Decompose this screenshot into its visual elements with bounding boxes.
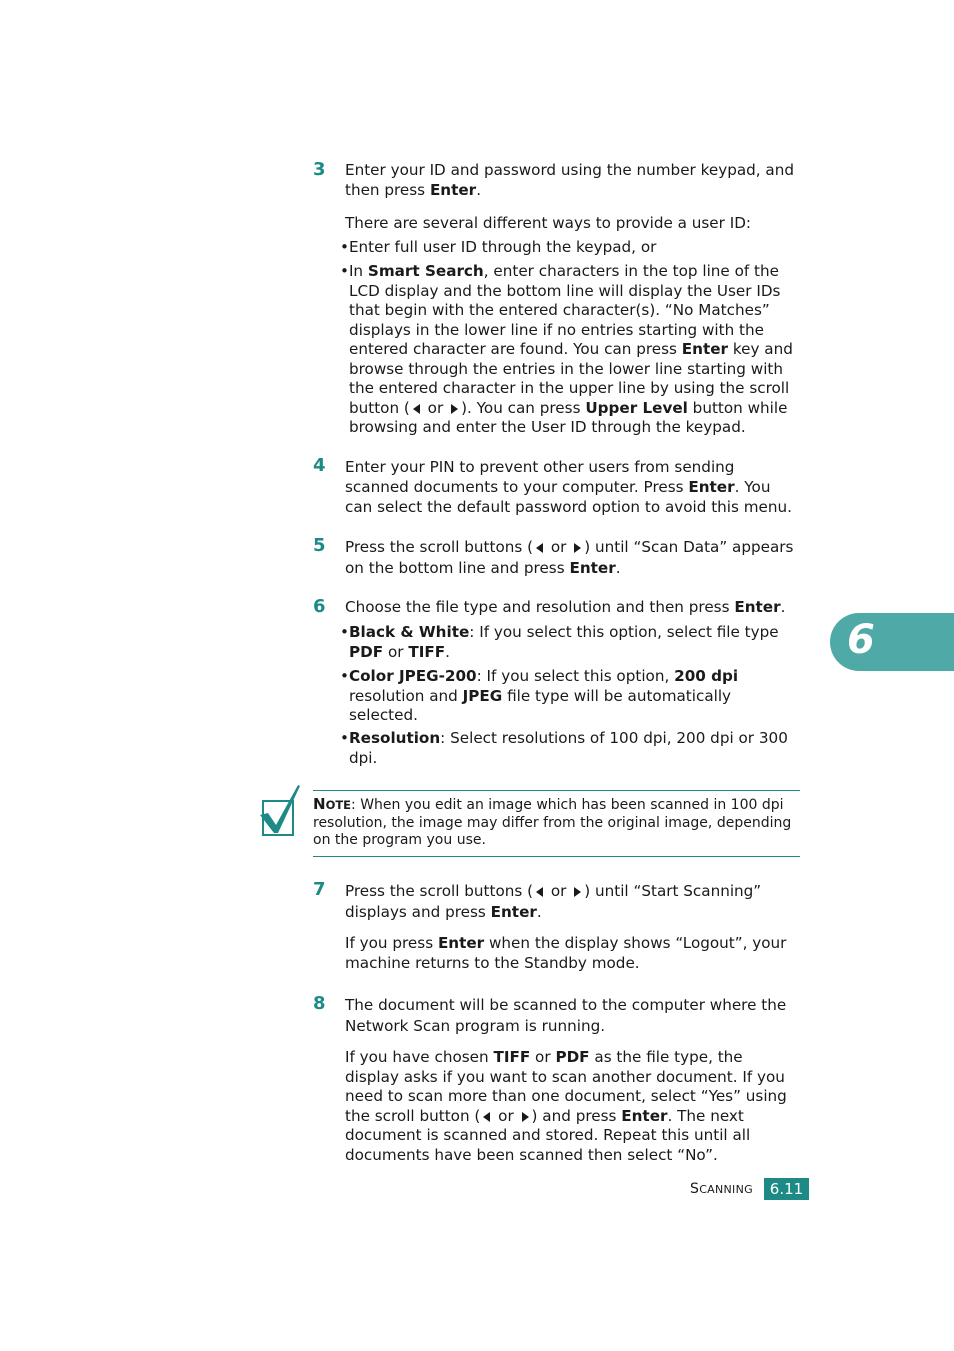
t: • [340, 623, 349, 641]
t: when the display shows “Logout”, your machine returns to the Standby mode. [345, 934, 787, 972]
note-bottom-rule [313, 856, 800, 857]
note-label-rest: OTE [325, 798, 352, 812]
t: . You can select the default password option to avoid this menu. [345, 478, 792, 516]
step-7-para [345, 934, 801, 973]
enter-bold: Enter [621, 1106, 668, 1125]
enter-bold: Enter [437, 934, 485, 952]
t: or [493, 1106, 519, 1125]
t: Press the scroll buttons ( [345, 538, 534, 556]
step-6-bullet-bw [340, 623, 807, 662]
note-body: : When you edit an image which has been scanned in 100 dpi resolution, the image may differ from the original image, depending on the program you use. [313, 797, 792, 848]
t: : Select resolutions of 100 dpi, 200 dpi or 300 dpi. [349, 729, 788, 767]
triangle-right-icon [522, 1112, 529, 1122]
step-number-5: 5 [313, 535, 326, 556]
t: ). You can press [461, 398, 586, 417]
t: . The next document is scanned and stored. Repeat this until all documents have been scanned then select “No”. [345, 1106, 751, 1164]
step-number-6: 6 [313, 596, 326, 617]
step-3-line2: then press [345, 180, 430, 199]
footer-section-label [690, 1181, 753, 1197]
step-3-text [345, 161, 805, 200]
pdf-bold: PDF [555, 1048, 590, 1066]
step-7-text [345, 881, 785, 923]
upper-level-bold: Upper Level [585, 398, 688, 417]
punct: . [476, 180, 482, 199]
tiff-bold: TIFF [493, 1048, 531, 1066]
smart-search-bold: Smart Search [367, 262, 484, 280]
step-8-para [345, 1048, 797, 1165]
triangle-left-icon [536, 887, 543, 897]
t: • [340, 667, 349, 685]
t: Press the scroll buttons ( [345, 882, 534, 900]
triangle-right-icon [574, 543, 581, 553]
triangle-left-icon [536, 543, 543, 553]
tiff-bold: TIFF [408, 642, 446, 661]
triangle-left-icon [413, 404, 420, 414]
t: or [546, 882, 572, 900]
t: Choose the file type and resolution and then press [345, 598, 735, 616]
t: file type will be automatically selected. [349, 686, 732, 724]
step-number-8: 8 [313, 993, 326, 1014]
jpeg-type-bold: JPEG [462, 686, 503, 705]
t: S [690, 1181, 700, 1197]
step-6-text [345, 598, 805, 618]
t: or [546, 538, 572, 556]
step-number-3: 3 [313, 159, 326, 180]
t: . [780, 598, 786, 616]
chapter-tab [830, 613, 954, 671]
triangle-left-icon [483, 1112, 490, 1122]
t: key and browse through the entries in the lower line starting with the entered character in the upper line by using the scroll button ( [349, 340, 793, 417]
t: as the file type, the display asks if you want to scan another document. If you need to scan more than one document, select “Yes” using the scroll button ( [345, 1048, 787, 1125]
triangle-right-icon [574, 887, 581, 897]
t: •In [340, 262, 368, 280]
t: . [615, 559, 621, 577]
t: If you have chosen [345, 1048, 494, 1066]
t: . [536, 903, 542, 921]
t: or [530, 1048, 556, 1066]
pdf-bold: PDF [349, 642, 384, 661]
triangle-right-icon [451, 404, 458, 414]
step-number-7: 7 [313, 879, 326, 900]
t: . [445, 642, 450, 661]
step-3-enter-bold: Enter [429, 180, 477, 199]
page-number: 6.11 [764, 1178, 809, 1200]
t: , enter characters in the top line of the LCD display and the bottom line will display the User IDs that begin with the entered character(s). “No Matches” displays in the lower line if no entries starting with the entered character are found. You can press [349, 262, 781, 358]
t: • [340, 729, 349, 747]
resolution-bold: Resolution [348, 729, 441, 747]
jpeg-bold: Color JPEG-200 [348, 667, 477, 685]
enter-bold: Enter [688, 478, 735, 496]
bw-bold: Black & White [348, 623, 470, 641]
note-label: N [313, 795, 326, 813]
note-top-rule [313, 790, 800, 791]
step-8-text: The document will be scanned to the computer where the Network Scan program is running. [345, 996, 787, 1035]
step-6-bullet-jpeg [340, 667, 779, 726]
step-4-text [345, 457, 801, 517]
t: If you press [345, 934, 438, 952]
step-number-4: 4 [313, 455, 326, 476]
t: or [422, 398, 449, 417]
step-3-para: There are several different ways to provide a user ID: [345, 214, 752, 232]
t: ) and press [531, 1106, 622, 1125]
step-6-bullet-res [340, 729, 807, 768]
chapter-number: 6 [847, 617, 875, 663]
enter-bold: Enter [681, 340, 729, 358]
step-3-line1: Enter your ID and password using the number keypad, and [345, 161, 795, 179]
t: or [383, 642, 409, 661]
t: button while browsing and enter the User ID through the keypad. [349, 398, 788, 436]
t: ) until “Start Scanning” displays and press [345, 882, 762, 921]
t: : If you select this option, [476, 667, 675, 685]
note-text [313, 796, 803, 850]
enter-bold: Enter [734, 598, 781, 616]
t: resolution and [349, 686, 463, 705]
dpi-bold: 200 dpi [674, 667, 739, 685]
step-3-bullet-1: •Enter full user ID through the keypad, or [340, 238, 657, 256]
t: CANNING [699, 1183, 753, 1196]
enter-bold: Enter [569, 559, 616, 577]
enter-bold: Enter [490, 903, 537, 921]
step-5-text [345, 537, 801, 579]
checkmark-note-icon [258, 783, 302, 839]
t: : If you select this option, select file type [469, 623, 779, 641]
step-3-bullet-2 [340, 262, 805, 438]
t: Enter your PIN to prevent other users from sending scanned documents to your computer. Press [345, 458, 735, 496]
t: ) until “Scan Data” appears on the bottom line and press [345, 538, 794, 577]
